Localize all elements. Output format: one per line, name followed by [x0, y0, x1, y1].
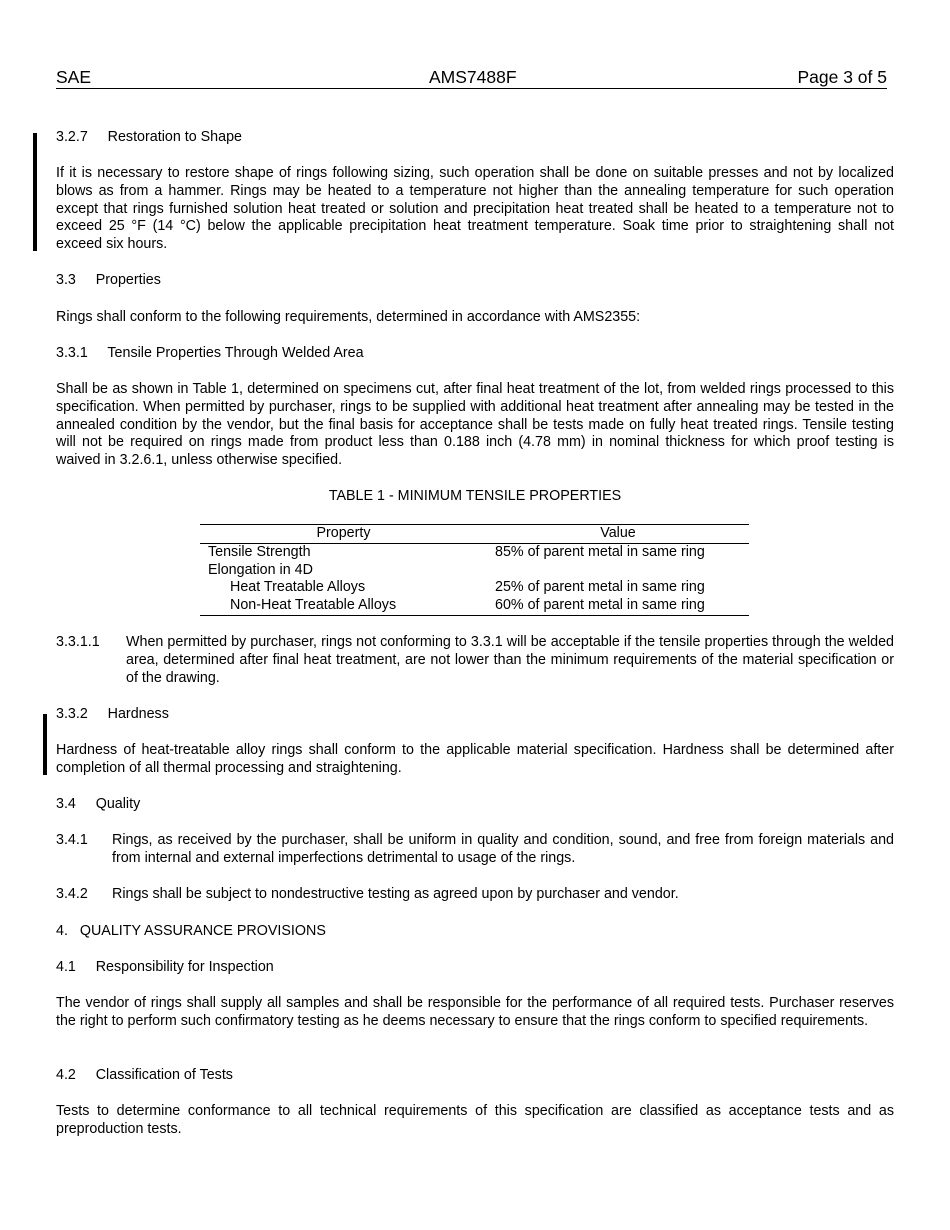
section-heading: 3.3.2 Hardness [56, 706, 169, 722]
section-heading: 3.3 Properties [56, 272, 161, 288]
table-row [200, 543, 749, 561]
section-number: 3.4.2 [56, 886, 88, 902]
header-org: SAE [56, 67, 92, 87]
table-caption: TABLE 1 - MINIMUM TENSILE PROPERTIES [328, 488, 622, 504]
paragraph: Rings, as received by the purchaser, shall be uniform in quality and condition, sound, and free from foreign materials and from internal and external imperfections detrimental to usage of the rings. [112, 832, 894, 866]
column-header: Value [487, 525, 749, 544]
paragraph: Shall be as shown in Table 1, determined on specimens cut, after final heat treatment of the lot, from welded rings processed to this specification. When permitted by purchaser, rings to be supplied with additional heat treatment after annealing may be tested in the annealed condition by the vendor, but the final basis for acceptance shall be tests made on fully heat treated rings. Tensile testing will not be required on rings made from product less than 0.188 inch (4.78 mm) in nominal thickness for which proof testing is waived in 3.2.6.1, unless otherwise specified. [56, 381, 894, 469]
paragraph: When permitted by purchaser, rings not conforming to 3.3.1 will be acceptable if the tensile properties through the welded area, determined after final heat treatment, are not lower than the minimum requirements of the material specification or of the drawing. [126, 634, 894, 686]
section-heading: 3.3.1 Tensile Properties Through Welded Area [56, 345, 364, 361]
table-cell: 85% of parent metal in same ring [495, 543, 705, 560]
paragraph: Hardness of heat-treatable alloy rings shall conform to the applicable material specification. Hardness shall be determined after completion of all thermal processing and straightening. [56, 742, 894, 776]
header-doc-number: AMS7488F [429, 67, 517, 87]
paragraph: If it is necessary to restore shape of rings following sizing, such operation shall be done on suitable presses and not by localized blows as from a hammer. Rings may be heated to a temperature not higher than the annealing temperature for such operation except that rings furnished solution heat treated or solution and precipitation heat treated shall be heated to a temperature not to exceed 25 °F (14 °C) below the applicable precipitation heat treatment temperature. Soak time prior to straightening shall not exceed six hours. [56, 165, 894, 253]
section-number: 3.3.1.1 [56, 634, 100, 650]
page-header [56, 66, 887, 89]
table-cell: 60% of parent metal in same ring [487, 597, 749, 615]
table-cell: Elongation in 4D [208, 561, 313, 578]
table-row [200, 579, 749, 597]
paragraph: The vendor of rings shall supply all samples and shall be responsible for the performance of all required tests. Purchaser reserves the right to perform such confirmatory testing as he deems necessary to ensure that the rings conform to specified requirements. [56, 995, 894, 1029]
table-cell: Non-Heat Treatable Alloys [200, 597, 487, 615]
section-heading: 3.4 Quality [56, 796, 141, 812]
paragraph: Tests to determine conformance to all technical requirements of this specification are classified as acceptance tests and as preproduction tests. [56, 1103, 894, 1137]
numbered-paragraph [56, 634, 894, 687]
table-cell: Tensile Strength [208, 543, 311, 560]
column-header: Property [200, 525, 487, 544]
section-number: 3.4.1 [56, 832, 88, 848]
numbered-paragraph [56, 832, 894, 868]
section-heading: 4.2 Classification of Tests [56, 1067, 233, 1083]
numbered-paragraph [56, 886, 894, 904]
tensile-properties-table [200, 524, 749, 616]
section-heading: 4. QUALITY ASSURANCE PROVISIONS [56, 923, 326, 939]
table-header-row [200, 525, 749, 544]
header-page-number: Page 3 of 5 [797, 67, 887, 87]
table-row [200, 597, 749, 615]
table-cell: Heat Treatable Alloys [230, 579, 366, 596]
section-heading: 3.2.7 Restoration to Shape [56, 129, 242, 145]
table-row [200, 562, 749, 580]
change-bar [33, 133, 37, 251]
table-cell [487, 562, 749, 580]
paragraph: Rings shall be subject to nondestructive testing as agreed upon by purchaser and vendor. [112, 886, 679, 902]
paragraph: Rings shall conform to the following requirements, determined in accordance with AMS2355: [56, 309, 641, 325]
table-cell: 25% of parent metal in same ring [495, 579, 705, 596]
section-heading: 4.1 Responsibility for Inspection [56, 959, 274, 975]
change-bar [43, 714, 47, 775]
